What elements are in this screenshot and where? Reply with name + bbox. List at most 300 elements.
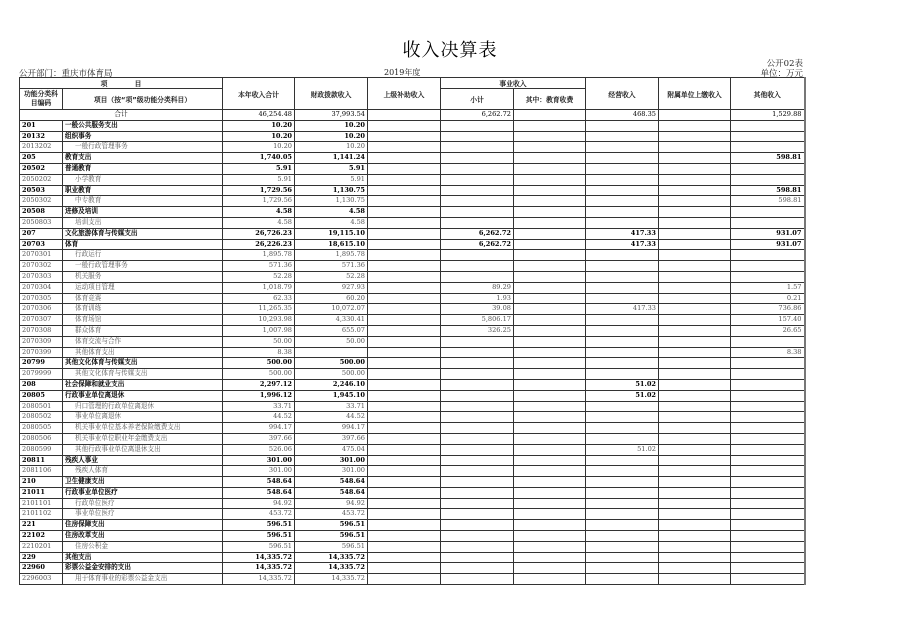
row-code: 2070308 xyxy=(20,325,63,336)
total-total: 46,254.48 xyxy=(223,110,295,121)
row-total: 50.00 xyxy=(223,336,295,347)
row-total: 1,729.56 xyxy=(223,185,295,196)
row-fiscal: 18,615.10 xyxy=(295,239,368,250)
row-affiliated xyxy=(659,509,731,520)
row-operating: 51.02 xyxy=(586,390,659,401)
row-other: 931.07 xyxy=(731,228,805,239)
row-operating xyxy=(586,325,659,336)
row-name: 运动项目管理 xyxy=(63,282,223,293)
row-operating xyxy=(586,552,659,563)
row-code: 2080501 xyxy=(20,401,63,412)
row-total: 1,996.12 xyxy=(223,390,295,401)
row-total: 44.52 xyxy=(223,412,295,423)
row-total: 548.64 xyxy=(223,487,295,498)
row-total: 52.28 xyxy=(223,271,295,282)
row-other xyxy=(731,250,805,261)
row-fiscal: 655.07 xyxy=(295,325,368,336)
header-item-group: 项 目 xyxy=(20,78,223,89)
row-superior xyxy=(368,304,441,315)
row-superior xyxy=(368,498,441,509)
row-business-edu xyxy=(514,142,586,153)
row-affiliated xyxy=(659,531,731,542)
row-name: 体育训练 xyxy=(63,304,223,315)
row-business-edu xyxy=(514,509,586,520)
row-code: 2070399 xyxy=(20,347,63,358)
row-business-subtotal xyxy=(441,541,514,552)
row-other xyxy=(731,498,805,509)
row-business-subtotal xyxy=(441,142,514,153)
row-superior xyxy=(368,401,441,412)
header-affiliated: 附属单位上缴收入 xyxy=(659,78,731,110)
row-business-edu xyxy=(514,423,586,434)
table-row xyxy=(20,433,805,444)
row-name: 其他支出 xyxy=(63,552,223,563)
row-operating xyxy=(586,574,659,585)
row-business-edu xyxy=(514,401,586,412)
row-affiliated xyxy=(659,217,731,228)
row-superior xyxy=(368,455,441,466)
table-row xyxy=(20,315,805,326)
header-total: 本年收入合计 xyxy=(223,78,295,110)
row-business-subtotal xyxy=(441,347,514,358)
row-affiliated xyxy=(659,228,731,239)
row-name: 机关事业单位职业年金缴费支出 xyxy=(63,433,223,444)
row-other xyxy=(731,531,805,542)
row-fiscal: 33.71 xyxy=(295,401,368,412)
row-fiscal: 500.00 xyxy=(295,358,368,369)
row-code: 2070303 xyxy=(20,271,63,282)
row-business-edu xyxy=(514,304,586,315)
row-name: 住房保障支出 xyxy=(63,520,223,531)
row-total: 500.00 xyxy=(223,369,295,380)
row-business-subtotal xyxy=(441,196,514,207)
row-other xyxy=(731,369,805,380)
row-total: 1,895.78 xyxy=(223,250,295,261)
row-superior xyxy=(368,131,441,142)
row-operating xyxy=(586,369,659,380)
row-superior xyxy=(368,315,441,326)
row-total: 596.51 xyxy=(223,541,295,552)
table-row xyxy=(20,185,805,196)
row-operating xyxy=(586,142,659,153)
row-business-subtotal xyxy=(441,574,514,585)
row-other xyxy=(731,520,805,531)
row-name: 用于体育事业的彩票公益金支出 xyxy=(63,574,223,585)
row-business-subtotal: 89.29 xyxy=(441,282,514,293)
row-code: 221 xyxy=(20,520,63,531)
row-fiscal: 596.51 xyxy=(295,520,368,531)
row-operating xyxy=(586,487,659,498)
row-fiscal: 548.64 xyxy=(295,477,368,488)
row-affiliated xyxy=(659,153,731,164)
row-total: 596.51 xyxy=(223,520,295,531)
row-total: 596.51 xyxy=(223,531,295,542)
row-fiscal: 994.17 xyxy=(295,423,368,434)
row-fiscal: 397.66 xyxy=(295,433,368,444)
row-affiliated xyxy=(659,433,731,444)
row-business-subtotal xyxy=(441,531,514,542)
row-business-edu xyxy=(514,163,586,174)
table-row xyxy=(20,325,805,336)
row-affiliated xyxy=(659,498,731,509)
row-business-edu xyxy=(514,239,586,250)
header-business-group: 事业收入 xyxy=(441,78,586,89)
header-name: 项目（按“项”级功能分类科目） xyxy=(63,89,223,110)
income-statement-table xyxy=(19,77,806,585)
row-other xyxy=(731,477,805,488)
row-business-subtotal: 326.25 xyxy=(441,325,514,336)
row-other xyxy=(731,207,805,218)
row-superior xyxy=(368,228,441,239)
row-name: 一般行政管理事务 xyxy=(63,261,223,272)
row-business-subtotal xyxy=(441,563,514,574)
row-operating xyxy=(586,185,659,196)
row-name: 行政单位医疗 xyxy=(63,498,223,509)
row-operating xyxy=(586,358,659,369)
row-superior xyxy=(368,531,441,542)
row-code: 21011 xyxy=(20,487,63,498)
row-business-edu xyxy=(514,185,586,196)
row-affiliated xyxy=(659,239,731,250)
row-name: 机关事业单位基本养老保险缴费支出 xyxy=(63,423,223,434)
row-superior xyxy=(368,163,441,174)
table-row xyxy=(20,293,805,304)
row-business-edu xyxy=(514,520,586,531)
row-code: 22960 xyxy=(20,563,63,574)
row-superior xyxy=(368,120,441,131)
row-fiscal: 4.58 xyxy=(295,217,368,228)
row-fiscal: 10.20 xyxy=(295,142,368,153)
row-business-edu xyxy=(514,433,586,444)
row-operating xyxy=(586,282,659,293)
row-business-subtotal: 5,806.17 xyxy=(441,315,514,326)
row-business-subtotal xyxy=(441,433,514,444)
row-business-edu xyxy=(514,174,586,185)
row-operating xyxy=(586,509,659,520)
row-business-subtotal xyxy=(441,250,514,261)
header-operating: 经营收入 xyxy=(586,78,659,110)
row-affiliated xyxy=(659,379,731,390)
row-business-subtotal xyxy=(441,207,514,218)
table-row xyxy=(20,477,805,488)
row-operating xyxy=(586,563,659,574)
row-other: 157.40 xyxy=(731,315,805,326)
row-operating: 417.33 xyxy=(586,304,659,315)
row-total: 14,335.72 xyxy=(223,574,295,585)
table-row xyxy=(20,509,805,520)
row-superior xyxy=(368,390,441,401)
row-code: 2080506 xyxy=(20,433,63,444)
row-fiscal: 927.93 xyxy=(295,282,368,293)
row-name: 其他文化体育与传媒支出 xyxy=(63,369,223,380)
header-superior: 上级补助收入 xyxy=(368,78,441,110)
row-other xyxy=(731,163,805,174)
row-code: 2079999 xyxy=(20,369,63,380)
table-row xyxy=(20,498,805,509)
row-affiliated xyxy=(659,563,731,574)
row-affiliated xyxy=(659,369,731,380)
row-affiliated xyxy=(659,574,731,585)
row-name: 事业单位离退休 xyxy=(63,412,223,423)
row-fiscal: 2,246.10 xyxy=(295,379,368,390)
row-total: 500.00 xyxy=(223,358,295,369)
row-fiscal: 1,895.78 xyxy=(295,250,368,261)
row-total: 548.64 xyxy=(223,477,295,488)
row-code: 2070309 xyxy=(20,336,63,347)
row-other xyxy=(731,120,805,131)
row-code: 2070302 xyxy=(20,261,63,272)
row-name: 文化旅游体育与传媒支出 xyxy=(63,228,223,239)
row-other xyxy=(731,541,805,552)
row-total: 571.36 xyxy=(223,261,295,272)
row-business-subtotal xyxy=(441,466,514,477)
row-business-edu xyxy=(514,531,586,542)
row-other: 598.81 xyxy=(731,185,805,196)
row-name: 组织事务 xyxy=(63,131,223,142)
row-name: 体育场馆 xyxy=(63,315,223,326)
row-total: 33.71 xyxy=(223,401,295,412)
row-operating xyxy=(586,207,659,218)
row-code: 2081106 xyxy=(20,466,63,477)
total-fiscal: 37,993.54 xyxy=(295,110,368,121)
table-row xyxy=(20,487,805,498)
table-row xyxy=(20,563,805,574)
row-fiscal: 14,335.72 xyxy=(295,574,368,585)
row-total: 453.72 xyxy=(223,509,295,520)
row-affiliated xyxy=(659,196,731,207)
row-business-subtotal xyxy=(441,336,514,347)
row-superior xyxy=(368,369,441,380)
table-row xyxy=(20,358,805,369)
table-row xyxy=(20,423,805,434)
row-business-subtotal xyxy=(441,120,514,131)
row-name: 其他文化体育与传媒支出 xyxy=(63,358,223,369)
row-code: 2070301 xyxy=(20,250,63,261)
row-name: 一般行政管理事务 xyxy=(63,142,223,153)
row-code: 2296003 xyxy=(20,574,63,585)
row-affiliated xyxy=(659,325,731,336)
row-name: 彩票公益金安排的支出 xyxy=(63,563,223,574)
row-other xyxy=(731,444,805,455)
row-business-edu xyxy=(514,390,586,401)
row-affiliated xyxy=(659,401,731,412)
row-business-subtotal xyxy=(441,390,514,401)
row-fiscal: 301.00 xyxy=(295,466,368,477)
row-operating xyxy=(586,423,659,434)
row-code: 2070307 xyxy=(20,315,63,326)
table-row xyxy=(20,217,805,228)
row-superior xyxy=(368,444,441,455)
row-superior xyxy=(368,541,441,552)
total-other: 1,529.88 xyxy=(731,110,805,121)
row-affiliated xyxy=(659,185,731,196)
row-other xyxy=(731,466,805,477)
row-total: 1,729.56 xyxy=(223,196,295,207)
row-code: 20703 xyxy=(20,239,63,250)
header-code: 功能分类科目编码 xyxy=(20,89,63,110)
row-fiscal: 571.36 xyxy=(295,261,368,272)
row-name: 职业教育 xyxy=(63,185,223,196)
row-total: 26,726.23 xyxy=(223,228,295,239)
row-fiscal: 301.00 xyxy=(295,455,368,466)
row-code: 2210201 xyxy=(20,541,63,552)
row-business-subtotal xyxy=(441,477,514,488)
row-code: 229 xyxy=(20,552,63,563)
row-total: 2,297.12 xyxy=(223,379,295,390)
row-operating xyxy=(586,412,659,423)
row-business-subtotal xyxy=(441,498,514,509)
row-business-subtotal xyxy=(441,369,514,380)
row-operating xyxy=(586,174,659,185)
row-affiliated xyxy=(659,444,731,455)
header-business-edu: 其中：教育收费 xyxy=(514,89,586,110)
row-total: 301.00 xyxy=(223,455,295,466)
row-business-subtotal: 39.08 xyxy=(441,304,514,315)
row-name: 教育支出 xyxy=(63,153,223,164)
row-other xyxy=(731,271,805,282)
table-row xyxy=(20,153,805,164)
row-superior xyxy=(368,217,441,228)
row-fiscal: 44.52 xyxy=(295,412,368,423)
row-total: 1,740.05 xyxy=(223,153,295,164)
row-other xyxy=(731,455,805,466)
row-fiscal: 4,330.41 xyxy=(295,315,368,326)
row-business-edu xyxy=(514,563,586,574)
row-other: 26.65 xyxy=(731,325,805,336)
form-number: 公开02表 xyxy=(766,59,803,69)
table-row xyxy=(20,412,805,423)
row-business-subtotal xyxy=(441,261,514,272)
row-other: 931.07 xyxy=(731,239,805,250)
row-name: 进修及培训 xyxy=(63,207,223,218)
row-code: 2101102 xyxy=(20,509,63,520)
row-superior xyxy=(368,185,441,196)
row-affiliated xyxy=(659,142,731,153)
row-business-edu xyxy=(514,228,586,239)
row-superior xyxy=(368,142,441,153)
row-business-subtotal xyxy=(441,358,514,369)
total-affiliated xyxy=(659,110,731,121)
page-title: 收入决算表 xyxy=(402,40,498,61)
row-other xyxy=(731,412,805,423)
row-affiliated xyxy=(659,466,731,477)
row-fiscal: 94.92 xyxy=(295,498,368,509)
table-row xyxy=(20,120,805,131)
row-total: 10.20 xyxy=(223,120,295,131)
table-row xyxy=(20,455,805,466)
table-row xyxy=(20,347,805,358)
row-code: 2101101 xyxy=(20,498,63,509)
row-operating xyxy=(586,541,659,552)
table-row xyxy=(20,261,805,272)
row-total: 11,265.35 xyxy=(223,304,295,315)
row-business-subtotal xyxy=(441,520,514,531)
row-business-edu xyxy=(514,466,586,477)
row-superior xyxy=(368,347,441,358)
row-affiliated xyxy=(659,293,731,304)
row-total: 4.58 xyxy=(223,217,295,228)
total-operating: 468.35 xyxy=(586,110,659,121)
row-business-subtotal xyxy=(441,271,514,282)
row-fiscal: 10.20 xyxy=(295,120,368,131)
row-other xyxy=(731,487,805,498)
row-business-edu xyxy=(514,379,586,390)
department-label: 公开部门：重庆市体育局 xyxy=(19,69,113,79)
row-business-edu xyxy=(514,369,586,380)
row-name: 行政运行 xyxy=(63,250,223,261)
row-affiliated xyxy=(659,120,731,131)
row-business-subtotal: 6,262.72 xyxy=(441,228,514,239)
row-business-subtotal xyxy=(441,163,514,174)
total-row xyxy=(20,110,805,121)
row-operating xyxy=(586,131,659,142)
header-fiscal: 财政拨款收入 xyxy=(295,78,368,110)
total-business-edu xyxy=(514,110,586,121)
row-name: 行政事业单位医疗 xyxy=(63,487,223,498)
row-fiscal: 1,141.24 xyxy=(295,153,368,164)
row-name: 残疾人体育 xyxy=(63,466,223,477)
row-code: 20811 xyxy=(20,455,63,466)
row-code: 22102 xyxy=(20,531,63,542)
row-name: 群众体育 xyxy=(63,325,223,336)
row-business-subtotal xyxy=(441,153,514,164)
row-operating xyxy=(586,455,659,466)
table-row xyxy=(20,131,805,142)
row-code: 2080599 xyxy=(20,444,63,455)
table-row xyxy=(20,228,805,239)
table-row xyxy=(20,541,805,552)
row-operating xyxy=(586,261,659,272)
row-code: 20805 xyxy=(20,390,63,401)
row-business-subtotal xyxy=(441,131,514,142)
row-name: 体育 xyxy=(63,239,223,250)
table-row xyxy=(20,282,805,293)
row-operating: 417.33 xyxy=(586,228,659,239)
row-affiliated xyxy=(659,520,731,531)
row-business-subtotal xyxy=(441,379,514,390)
row-operating: 51.02 xyxy=(586,444,659,455)
row-other xyxy=(731,390,805,401)
row-superior xyxy=(368,336,441,347)
row-superior xyxy=(368,509,441,520)
row-affiliated xyxy=(659,250,731,261)
row-operating xyxy=(586,531,659,542)
row-name: 培训支出 xyxy=(63,217,223,228)
table-row xyxy=(20,142,805,153)
row-total: 10.20 xyxy=(223,142,295,153)
row-fiscal: 19,115.10 xyxy=(295,228,368,239)
row-operating xyxy=(586,293,659,304)
row-business-subtotal: 6,262.72 xyxy=(441,239,514,250)
row-affiliated xyxy=(659,358,731,369)
row-superior xyxy=(368,520,441,531)
row-code: 20508 xyxy=(20,207,63,218)
row-total: 14,335.72 xyxy=(223,552,295,563)
row-affiliated xyxy=(659,163,731,174)
row-business-edu xyxy=(514,336,586,347)
row-other: 598.81 xyxy=(731,196,805,207)
row-fiscal: 14,335.72 xyxy=(295,563,368,574)
row-business-subtotal xyxy=(441,185,514,196)
row-total: 8.38 xyxy=(223,347,295,358)
row-affiliated xyxy=(659,315,731,326)
row-total: 526.06 xyxy=(223,444,295,455)
fiscal-year: 2019年度 xyxy=(384,68,421,77)
table-row xyxy=(20,466,805,477)
row-business-subtotal xyxy=(441,444,514,455)
row-other: 8.38 xyxy=(731,347,805,358)
table-row xyxy=(20,239,805,250)
